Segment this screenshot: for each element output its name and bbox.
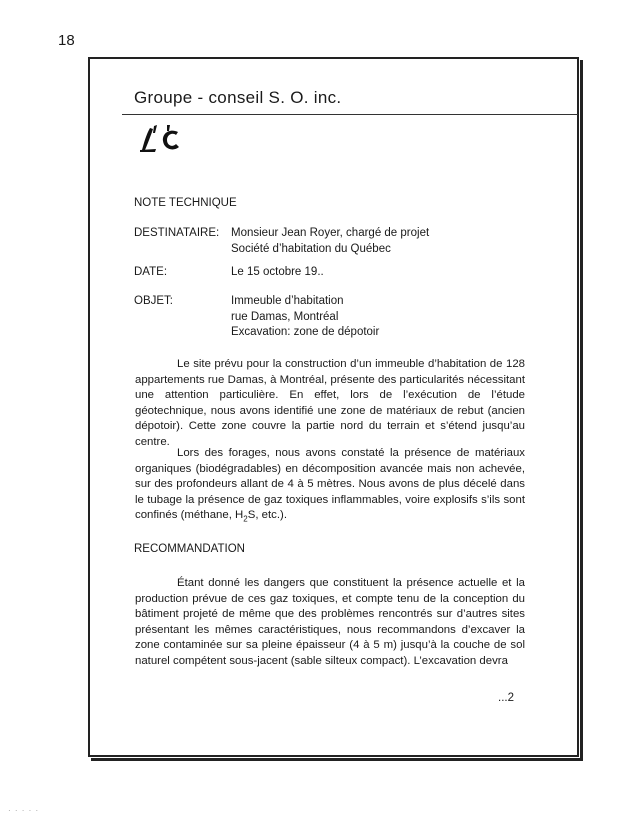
body-paragraph: Le site prévu pour la construction d’un immeuble d’habitation de 128 appartements rue Damas, à Montréal, présente des particularités nécessitant une attention particulière. En effet, lors de l’exécution de l’étude géotechnique, nous avons identifié une zone de matériaux de rebut (ancien dépotoir). Cette zone couvre la partie nord du terrain et s’étend jusqu’au centre. [135,358,525,448]
objet-value [231,294,379,341]
date-label: DATE: [134,266,168,278]
company-name: Groupe - conseil S. O. inc. [134,88,342,107]
letterhead-rule [122,114,578,115]
objet-label: OBJET: [134,295,173,307]
body-paragraph: Étant donné les dangers que constituent la présence actuelle et la production prévue de ces gaz toxiques, et compte tenu de la conception du bâtiment projeté de même que des problèmes rencontrés sur d’autres sites présentant les mêmes caractéristiques, nous recommandons d’excaver la zone contaminée sur sa pleine épaisseur (4 à 5 m) jusqu’à la couche de sol naturel compétent sous-jacent (sable silteux compact). L’excavation devra [135,577,525,667]
destinataire-label: DESTINATAIRE: [134,227,220,239]
objet-line: Excavation: zone de dépotoir [231,326,380,338]
paragraph-text: S, etc.). [247,509,287,522]
company-logo [140,123,184,153]
continuation-marker: ...2 [498,692,514,704]
objet-line: Immeuble d’habitation [231,295,344,307]
destinataire-value [231,226,429,257]
frame-shadow-bottom [91,758,583,761]
body-paragraph [135,446,525,527]
destinataire-line: Monsieur Jean Royer, chargé de projet [231,227,430,239]
objet-line: rue Damas, Montréal [231,310,339,323]
scan-specks: · · · · · [8,806,40,815]
recommendation-heading: RECOMMANDATION [134,543,245,555]
frame-shadow-right [580,60,583,760]
destinataire-line: Société d’habitation du Québec [231,242,391,255]
paragraph-text: Lors des forages, nous avons constaté la présence de matériaux organiques (biodégradables) en décomposition avancée mais non achevée, sur des profondeurs allant de 4 à 5 mètres. Nous avons de plus décelé dans le tubage la présence de gaz toxiques inflammables, voire explosifs s’ils sont confinés (méthane, H [135,447,525,522]
memo-title: NOTE TECHNIQUE [134,197,237,209]
page-number: 18 [58,32,75,49]
subscript: 2 [243,514,248,524]
date-value: Le 15 octobre 19.. [231,266,324,278]
